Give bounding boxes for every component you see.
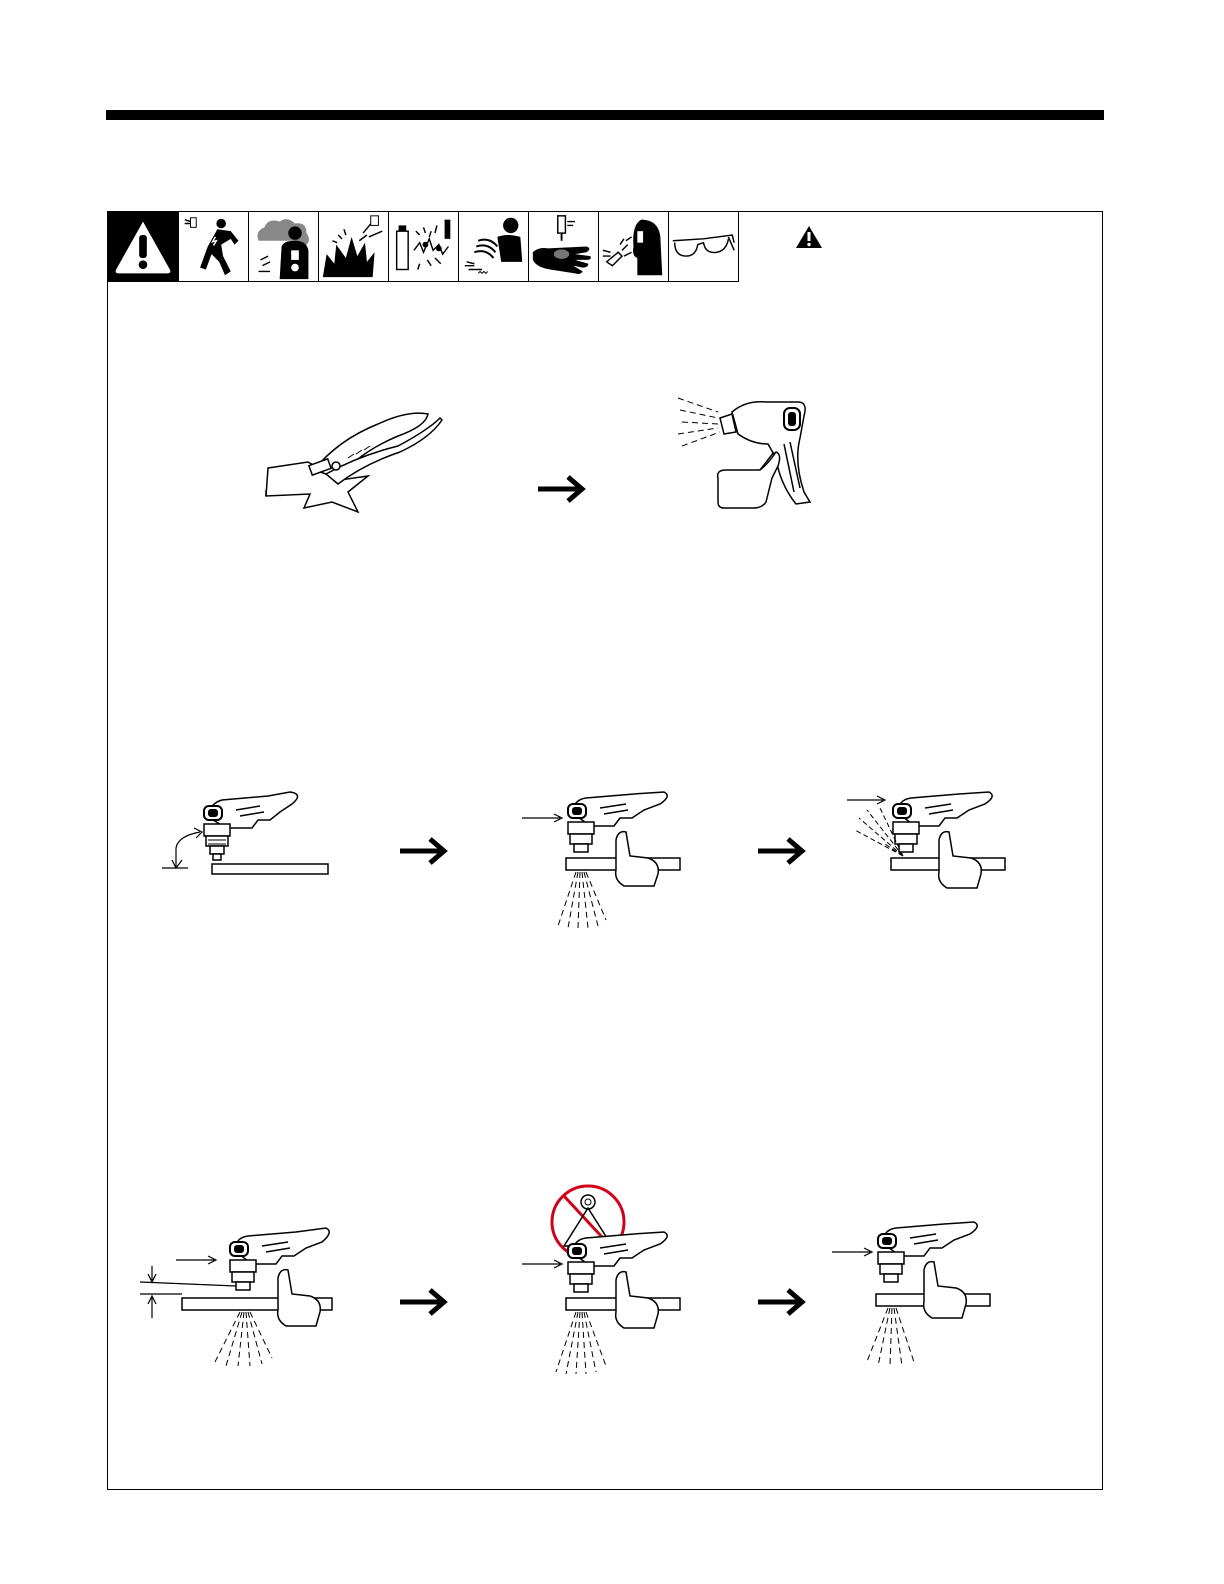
torch-purge-illustration [676,392,821,512]
torch-drag-cut-illustration [830,1222,995,1367]
torch-angle-start-illustration [160,790,330,875]
torch-pierce-illustration [520,790,685,930]
torch-standoff-illustration [140,1222,335,1367]
step-arrow-5 [756,1287,808,1317]
welding-helmet-icon [598,211,669,282]
top-rule [106,110,1104,120]
arc-rays-icon [458,211,529,282]
torch-cutting-illustration [845,790,1010,890]
electric-shock-icon [178,211,249,282]
step-arrow-1 [536,474,588,504]
fumes-gases-icon [248,211,319,282]
flying-sparks-icon [388,211,459,282]
work-clamp-illustration [248,400,443,515]
explosion-icon [318,211,389,282]
hot-parts-icon [528,211,599,282]
step-arrow-2 [398,836,450,866]
warning-exclamation-icon [107,211,179,282]
safety-glasses-icon [668,211,739,282]
step-arrow-4 [398,1287,450,1317]
hazard-icon-strip [107,211,738,283]
step-arrow-3 [756,836,808,866]
torch-prohibited-contact-illustration [520,1180,685,1375]
small-warning-icon [795,224,823,250]
